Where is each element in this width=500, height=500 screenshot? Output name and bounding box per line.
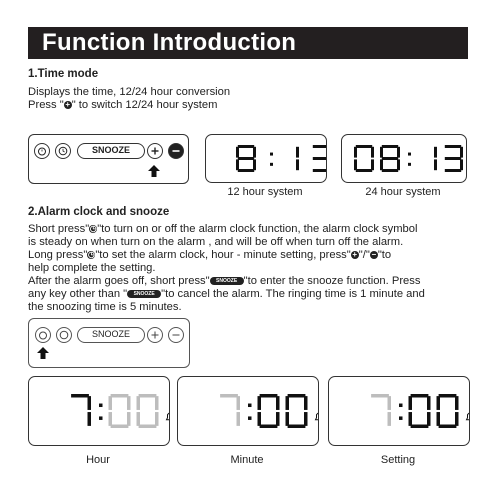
clock-setting-display: [328, 376, 470, 446]
colon-dot: [408, 153, 411, 156]
segment-f: [137, 396, 141, 410]
clock-12h-digits: [206, 135, 326, 182]
clock-hour-display: [28, 376, 170, 446]
segment-a: [439, 394, 457, 398]
bell-icon: [467, 413, 470, 420]
segment-f: [258, 396, 262, 410]
segment-c: [388, 412, 392, 426]
clock-24h-caption: 24 hour system: [365, 186, 441, 198]
plus-icon: [148, 328, 162, 342]
time-mode-line2: Press " + " to switch 12/24 hour system: [28, 99, 218, 111]
segment-e: [109, 412, 113, 426]
segment-b: [296, 147, 299, 158]
segment-b: [434, 147, 437, 158]
clock-24h-display: [341, 134, 467, 183]
segment-c: [397, 159, 400, 170]
clock-setting-caption: Setting: [380, 454, 416, 466]
segment-c: [88, 412, 92, 426]
section-heading-alarm: 2.Alarm clock and snooze: [28, 206, 170, 218]
segment-d: [382, 169, 398, 172]
segment-e: [137, 412, 141, 426]
clock-24h-digits: [342, 135, 466, 182]
segment-g: [445, 157, 461, 160]
segment-c: [127, 412, 131, 426]
segment-b: [460, 147, 463, 158]
segment-e: [286, 412, 290, 426]
section-heading-time-mode: 1.Time mode: [28, 68, 99, 80]
alarm-button[interactable]: [34, 143, 50, 159]
segment-a: [371, 394, 389, 398]
minus-icon: [169, 144, 183, 158]
clock-icon: [56, 144, 70, 158]
segment-a: [238, 145, 254, 148]
plus-icon: +: [352, 250, 358, 260]
snooze-button[interactable]: SNOOZE: [77, 143, 145, 159]
segment-g: [238, 157, 254, 160]
plus-icon: [148, 144, 162, 158]
segment-c: [155, 412, 159, 426]
segment-b: [155, 396, 159, 410]
colon-dot: [99, 416, 103, 420]
segment-f: [109, 396, 113, 410]
segment-f: [409, 396, 413, 410]
segment-f: [236, 147, 239, 158]
alarm-line2: is steady on when turn on the alarm , and will be off when turn off the alarm.: [28, 236, 404, 248]
segment-c: [427, 412, 431, 426]
alarm-line1: Short press"◷"to turn on or off the alarm clock function, the alarm clock symbol: [28, 223, 418, 235]
segment-a: [382, 145, 398, 148]
segment-e: [409, 412, 413, 426]
segment-d: [356, 169, 372, 172]
alarm-line4: help complete the setting.: [28, 262, 156, 274]
minus-icon: [169, 328, 183, 342]
colon-dot: [270, 153, 273, 156]
segment-a: [356, 145, 372, 148]
minus-button[interactable]: [168, 327, 184, 343]
colon-dot: [399, 404, 403, 408]
segment-a: [445, 145, 461, 148]
alarm-line3: Long press"◷"to set the alarm clock, hour - minute setting, press" + "/" − "to: [28, 249, 392, 261]
bell-icon: [167, 413, 170, 420]
colon-dot: [408, 163, 411, 166]
colon-dot: [399, 416, 403, 420]
colon-dot: [248, 416, 252, 420]
minus-icon: −: [371, 250, 377, 260]
segment-d: [313, 169, 326, 172]
segment-c: [296, 159, 299, 170]
segment-c: [455, 412, 459, 426]
clock-icon: ◷: [87, 250, 95, 260]
snooze-pill-icon: SNOOZE: [127, 290, 161, 298]
segment-a: [111, 394, 129, 398]
alarm-clock-icon: [35, 144, 49, 158]
clock-setting-digits: [329, 377, 469, 445]
alarm-button[interactable]: [35, 327, 51, 343]
alarm-clock-icon: [36, 328, 50, 342]
segment-b: [88, 396, 92, 410]
clock-minute-digits: [178, 377, 318, 445]
clock-button[interactable]: [55, 143, 71, 159]
segment-b: [253, 147, 256, 158]
segment-d: [260, 425, 278, 429]
segment-d: [445, 169, 461, 172]
plus-icon: +: [65, 100, 71, 110]
segment-b: [388, 396, 392, 410]
segment-b: [237, 396, 241, 410]
segment-g: [382, 157, 398, 160]
segment-a: [139, 394, 157, 398]
segment-c: [276, 412, 280, 426]
segment-d: [411, 425, 429, 429]
time-mode-line1: Displays the time, 12/24 hour conversion: [28, 86, 231, 98]
segment-c: [237, 412, 241, 426]
segment-b: [276, 396, 280, 410]
segment-f: [380, 147, 383, 158]
plus-button[interactable]: [147, 327, 163, 343]
segment-d: [439, 425, 457, 429]
segment-f: [437, 396, 441, 410]
segment-d: [111, 425, 129, 429]
minus-button[interactable]: [168, 143, 184, 159]
alarm-line5: After the alarm goes off, short press" SNOOZE "to enter the snooze function. Press: [28, 275, 421, 287]
segment-c: [434, 159, 437, 170]
segment-c: [253, 159, 256, 170]
clock-12h-display: [205, 134, 327, 183]
arrow-up-icon: [148, 165, 160, 177]
segment-a: [71, 394, 89, 398]
segment-a: [411, 394, 429, 398]
segment-f: [354, 147, 357, 158]
clock-button[interactable]: [56, 327, 72, 343]
segment-e: [437, 412, 441, 426]
segment-d: [288, 425, 306, 429]
page-title: Function Introduction: [42, 29, 297, 56]
segment-e: [354, 159, 357, 170]
segment-a: [313, 145, 326, 148]
snooze-pill-icon: SNOOZE: [210, 277, 244, 285]
segment-c: [304, 412, 308, 426]
alarm-icon: ◷: [89, 224, 97, 234]
clock-hour-caption: Hour: [86, 454, 110, 466]
clock-icon: [57, 328, 71, 342]
segment-e: [380, 159, 383, 170]
segment-b: [455, 396, 459, 410]
arrow-up-icon: [37, 347, 49, 359]
segment-b: [304, 396, 308, 410]
segment-a: [260, 394, 278, 398]
snooze-button[interactable]: SNOOZE: [77, 327, 145, 343]
colon-dot: [270, 163, 273, 166]
segment-e: [258, 412, 262, 426]
button-panel-1: [28, 134, 189, 184]
segment-b: [127, 396, 131, 410]
clock-minute-display: [177, 376, 319, 446]
segment-d: [139, 425, 157, 429]
segment-f: [286, 396, 290, 410]
button-panel-2: [28, 318, 190, 368]
segment-b: [371, 147, 374, 158]
plus-button[interactable]: [147, 143, 163, 159]
segment-b: [427, 396, 431, 410]
clock-minute-caption: Minute: [230, 454, 264, 466]
clock-hour-digits: [29, 377, 169, 445]
segment-b: [397, 147, 400, 158]
colon-dot: [99, 404, 103, 408]
colon-dot: [248, 404, 252, 408]
title-banner: [28, 27, 468, 59]
segment-g: [313, 157, 326, 160]
clock-12h-caption: 12 hour system: [227, 186, 303, 198]
segment-e: [236, 159, 239, 170]
segment-c: [371, 159, 374, 170]
alarm-line7: the snoozing time is 5 minutes.: [28, 301, 182, 313]
segment-a: [220, 394, 238, 398]
segment-a: [288, 394, 306, 398]
alarm-line6: any key other than " SNOOZE "to cancel the alarm. The ringing time is 1 minute and: [28, 288, 425, 300]
bell-icon: [316, 413, 319, 420]
segment-c: [460, 159, 463, 170]
segment-d: [238, 169, 254, 172]
